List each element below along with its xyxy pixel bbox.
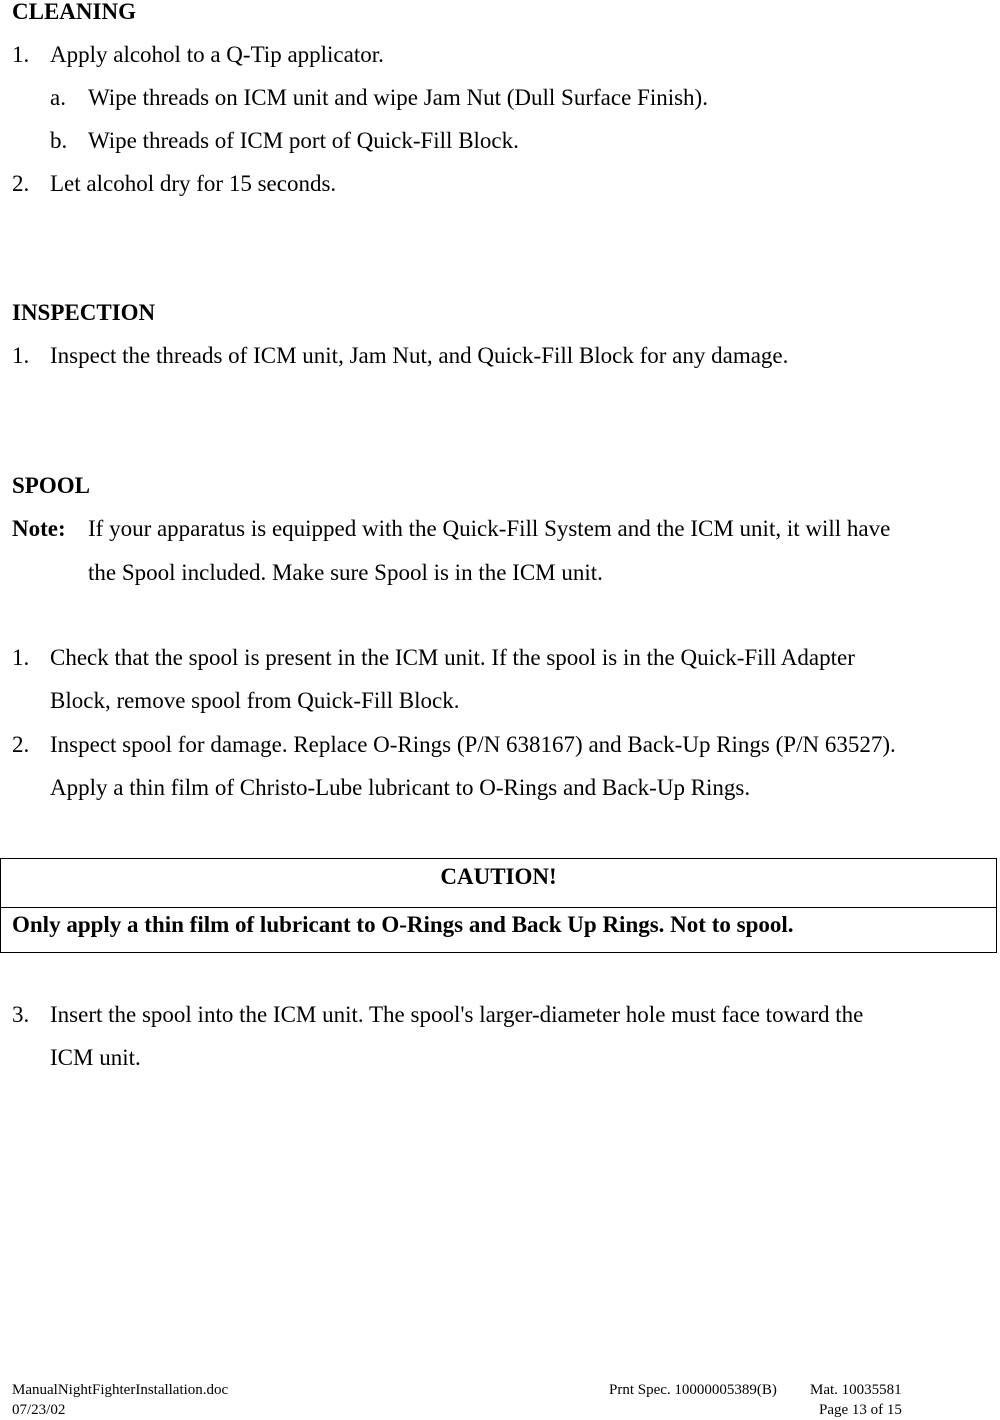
footer-filename: ManualNightFighterInstallation.doc — [12, 1382, 229, 1398]
footer-page-number: Page 13 of 15 — [819, 1402, 902, 1418]
note-label: Note: — [12, 516, 66, 541]
list-number: 2. — [12, 171, 30, 196]
list-number: 2. — [12, 732, 30, 757]
list-item: Inspect the threads of ICM unit, Jam Nut, and Quick-Fill Block for any damage. — [50, 343, 789, 368]
inspection-heading: INSPECTION — [12, 300, 156, 325]
list-number: 1. — [12, 343, 30, 368]
list-item: Let alcohol dry for 15 seconds. — [50, 171, 337, 196]
list-item: Check that the spool is present in the ICM unit. If the spool is in the Quick-Fill Adapter — [50, 645, 855, 670]
list-letter: b. — [50, 128, 68, 153]
note-text: the Spool included. Make sure Spool is in the ICM unit. — [88, 560, 603, 585]
caution-text: Only apply a thin film of lubricant to O-Rings and Back Up Rings. Not to spool. — [12, 912, 794, 937]
footer-date: 07/23/02 — [12, 1402, 66, 1418]
list-item: Insert the spool into the ICM unit. The spool's larger-diameter hole must face toward the — [50, 1002, 864, 1027]
spool-heading: SPOOL — [12, 473, 90, 498]
list-item: Apply a thin film of Christo-Lube lubricant to O-Rings and Back-Up Rings. — [50, 775, 751, 800]
list-item: Wipe threads of ICM port of Quick-Fill Block. — [88, 128, 519, 153]
note-text: If your apparatus is equipped with the Quick-Fill System and the ICM unit, it will have — [88, 516, 891, 541]
list-number: 3. — [12, 1002, 30, 1027]
list-number: 1. — [12, 42, 30, 67]
caution-box — [0, 858, 997, 953]
list-item: ICM unit. — [50, 1045, 141, 1070]
footer-material: Mat. 10035581 — [810, 1382, 902, 1398]
footer-print-spec: Prnt Spec. 10000005389(B) — [609, 1382, 777, 1398]
list-letter: a. — [50, 85, 66, 110]
cleaning-heading: CLEANING — [12, 0, 136, 24]
list-item: Wipe threads on ICM unit and wipe Jam Nut (Dull Surface Finish). — [88, 85, 708, 110]
caution-divider — [1, 907, 996, 908]
list-number: 1. — [12, 645, 30, 670]
list-item: Block, remove spool from Quick-Fill Block. — [50, 688, 460, 713]
list-item: Apply alcohol to a Q-Tip applicator. — [50, 42, 384, 67]
list-item: Inspect spool for damage. Replace O-Rings (P/N 638167) and Back-Up Rings (P/N 63527). — [50, 732, 896, 757]
caution-title: CAUTION! — [440, 864, 557, 889]
